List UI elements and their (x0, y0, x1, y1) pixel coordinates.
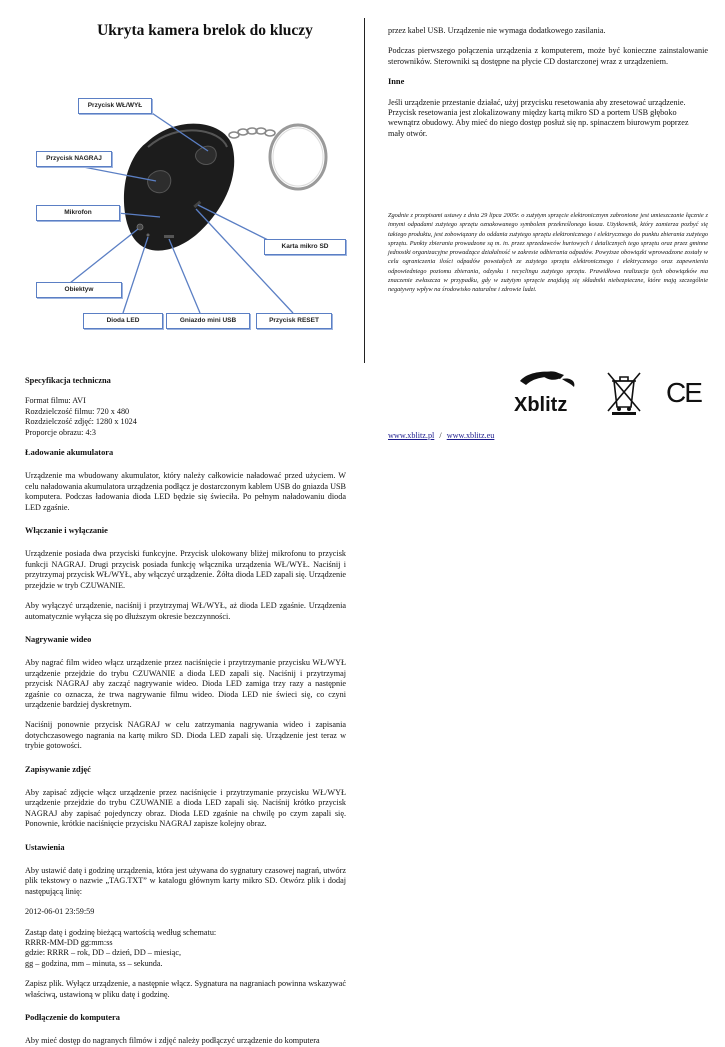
spec-line: Format filmu: AVI (25, 396, 86, 406)
record-button (148, 171, 171, 193)
section-heading-video: Nagrywanie wideo (25, 634, 92, 644)
label-reset-button: Przycisk RESET (256, 313, 332, 329)
spec-line: Proporcje obrazu: 4:3 (25, 427, 96, 437)
link-xblitz-eu[interactable]: www.xblitz.eu (446, 431, 495, 440)
other-line: Jeśli urządzenie przestanie działać, użyj przycisku resetowania aby zresetować urządzenie. (388, 97, 686, 107)
label-sd-card: Karta mikro SD (264, 239, 346, 255)
xblitz-logo (512, 367, 592, 417)
right-column (388, 26, 708, 139)
other-line: Przycisk resetowania jest zlokalizowany między kartą mikro SD a portem USB głęboko (388, 108, 677, 118)
section-heading-other: Inne (388, 77, 405, 87)
section-heading-onoff: Włączanie i wyłączanie (25, 526, 108, 536)
spec-line: Rozdzielczość filmu: 720 x 480 (25, 406, 130, 416)
label-record-button: Przycisk NAGRAJ (36, 151, 112, 167)
settings-schema-line: RRRR-MM-DD gg:mm:ss (25, 938, 113, 948)
label-led: Dioda LED (83, 313, 163, 329)
led (147, 234, 150, 237)
paragraph-pc: Aby mieć dostęp do nagranych filmów i zdjęć należy podłączyć urządzenie do komputera (25, 1036, 320, 1046)
link-separator: / (439, 431, 442, 440)
paragraph-usb-cable: przez kabel USB. Urządzenie nie wymaga dodatkowego zasilania. (388, 26, 606, 35)
paragraph-first-connection: Podczas pierwszego połączenia urządzenia z komputerem, może być konieczne zainstalowanie sterowników. Sterowniki są dostępne na płycie CD dostarczonej wraz z urządzeniem. (388, 46, 708, 66)
usb-port (164, 235, 174, 238)
paragraph-onoff-1: Urządzenie posiada dwa przyciski funkcyjne. Przycisk ulokowany bliżej mikrofonu to przycisk funkcji NAGRAJ. Drugi przycisk posiada funkcję włącznika urządzenia WŁ/WYŁ. Naciśnij i przytrzymaj przycisk WŁ/WYŁ, aby włączyć urządzenie. Żółta dioda LED zapali się. Urządzenie przejdzie w tryb CZUWANIE. (25, 549, 346, 590)
label-lens: Obiektyw (36, 282, 122, 298)
weee-bin-icon (604, 369, 644, 415)
section-heading-battery: Ładowanie akumulatora (25, 448, 114, 458)
website-links (388, 431, 494, 440)
paragraph-video-2: Naciśnij ponownie przycisk NAGRAJ w celu zatrzymania nagrywania wideo i zapisania dotychczasowego nagrania na kartę mikro SD. Dioda LED zapali się. Urządzenie jest teraz w trybie gotowości. (25, 720, 346, 751)
spec-line: Rozdzielczość zdjęć: 1280 x 1024 (25, 417, 137, 427)
ce-mark-icon: CE (666, 377, 701, 408)
page-title: Ukryta kamera brelok do kluczy (97, 22, 313, 39)
label-usb-port: Gniazdo mini USB (166, 313, 250, 329)
svg-text:Xblitz: Xblitz (514, 394, 568, 416)
other-line: mały otwór. (388, 128, 428, 138)
section-heading-settings: Ustawienia (25, 842, 65, 852)
paragraph-photo: Aby zapisać zdjęcie włącz urządzenie przez naciśnięcie i przytrzymanie przycisku WŁ/WYŁ urządzenie przejdzie do trybu CZUWANIE a dioda LED zapali się. Naciśnij krótko przycisk NAGRAJ aby zapisać pojedynczy obraz. Dioda LED zgaśnie na chwilę po czym zapali się. Ponownie, krótkie naciśnięcie przycisku NAGRAJ zapisze kolejny obraz. (25, 787, 346, 829)
settings-schema-line: gdzie: RRRR – rok, DD – dzień, DD – miesiąc, (25, 948, 181, 958)
logo-strip (512, 367, 712, 417)
paragraph-onoff-2: Aby wyłączyć urządzenie, naciśnij i przytrzymaj WŁ/WYŁ, aż dioda LED zgaśnie. Urządzenia automatycznie wyłącza się po dłuższym okresie bezczynności. (25, 601, 346, 621)
settings-example: 2012-06-01 23:59:59 (25, 907, 95, 917)
label-microphone: Mikrofon (36, 205, 120, 221)
section-heading-specs: Specyfikacja techniczna (25, 376, 111, 385)
paragraph-settings-2: Zapisz plik. Wyłącz urządzenie, a następnie włącz. Sygnatura na nagraniach powinna wskazywać właściwą, ustawioną w pliku datę i godzinę. (25, 979, 346, 999)
column-divider (364, 18, 365, 363)
paragraph-settings-1: Aby ustawić datę i godzinę urządzenia, która jest używana do sygnatury czasowej nagrań, utwórz plik tekstowy o nazwie „TAG.TXT” w katalogu głównym karty mikro SD. Otwórz plik i dodaj następującą linię: (25, 866, 346, 896)
label-power-button: Przycisk WŁ/WYŁ (78, 98, 152, 114)
weee-notice: Zgodnie z przepisami ustawy z dnia 29 lipca 2005r. o zużytym sprzęcie elektronicznym zabronione jest umieszczanie łącznie z innymi odpadami zużytego sprzętu oznakowanego symbolem przekreślonego kosza. Użytkownik, który zamierza pozbyć się takiego produktu, jest zobowiązany do oddania zużytego sprzętu elektronicznego i elektrycznego do punktu zbierania zużytego sprzętu. Punkty zbierania prowadzone są m. in. przez sprzedawców hurtowych i detalicznych tego sprzętu oraz przez gminne jednostki organizacyjne prowadzące działalność w zakresie odbierania odpadów. Powyższe obowiązki wprowadzone zostały w celu ograniczenia ilości odpadów powstałych ze zużytego sprzętu elektronicznego i elektrycznego oraz zapewnienia odpowiedniego poziomu zbierania, odzysku i recyclingu zużytego sprzętu. Prawidłowa realizacja tych obowiązków ma znaczenie zwłaszcza w przypadku, gdy w zużytym sprzęcie znajdują się składniki niebezpieczne, które mają szczególnie negatywny wpływ na środowisko naturalne i zdrowie ludzi. (388, 212, 708, 294)
other-line: wewnątrz obudowy. Aby mieć do niego dostęp posłuż się np. spinaczem biurowym poprzez (388, 118, 689, 128)
settings-schema-line: Zastąp datę i godzinę bieżącą wartością według schematu: (25, 927, 217, 937)
paragraph-battery: Urządzenie ma wbudowany akumulator, który należy całkowicie naładować przed użyciem. W celu naładowania akumulatora urządzenia podłącz je dostarczonym kablem USB do gniazda USB komputera. Podczas ładowania dioda LED będzie się świeciła. Po pełnym naładowaniu dioda LED zgaśnie. (25, 471, 346, 512)
product-diagram (28, 85, 358, 335)
section-heading-pc: Podłączenie do komputera (25, 1013, 120, 1023)
settings-schema-line: gg – godzina, mm – minuta, ss – sekunda. (25, 958, 163, 968)
section-heading-photo: Zapisywanie zdjęć (25, 764, 91, 774)
left-column (25, 376, 346, 1047)
paragraph-video-1: Aby nagrać film wideo włącz urządzenie przez naciśnięcie i przytrzymanie przycisku WŁ/WYŁ urządzenie przejdzie do trybu CZUWANIE a dioda LED zapali się. Naciśnij i przytrzymaj przycisk NAGRAJ aby zacząć nagrywanie wideo. Dioda LED zamiga trzy razy a następnie zgaśnie co oznacza, że trwa nagrywanie filmu wideo. Dioda LED nie świeci się, co czyni urządzenie bardziej dyskretnym. (25, 658, 346, 709)
link-xblitz-pl[interactable]: www.xblitz.pl (388, 431, 435, 440)
key-chain (229, 128, 275, 138)
key-ring (270, 125, 326, 189)
